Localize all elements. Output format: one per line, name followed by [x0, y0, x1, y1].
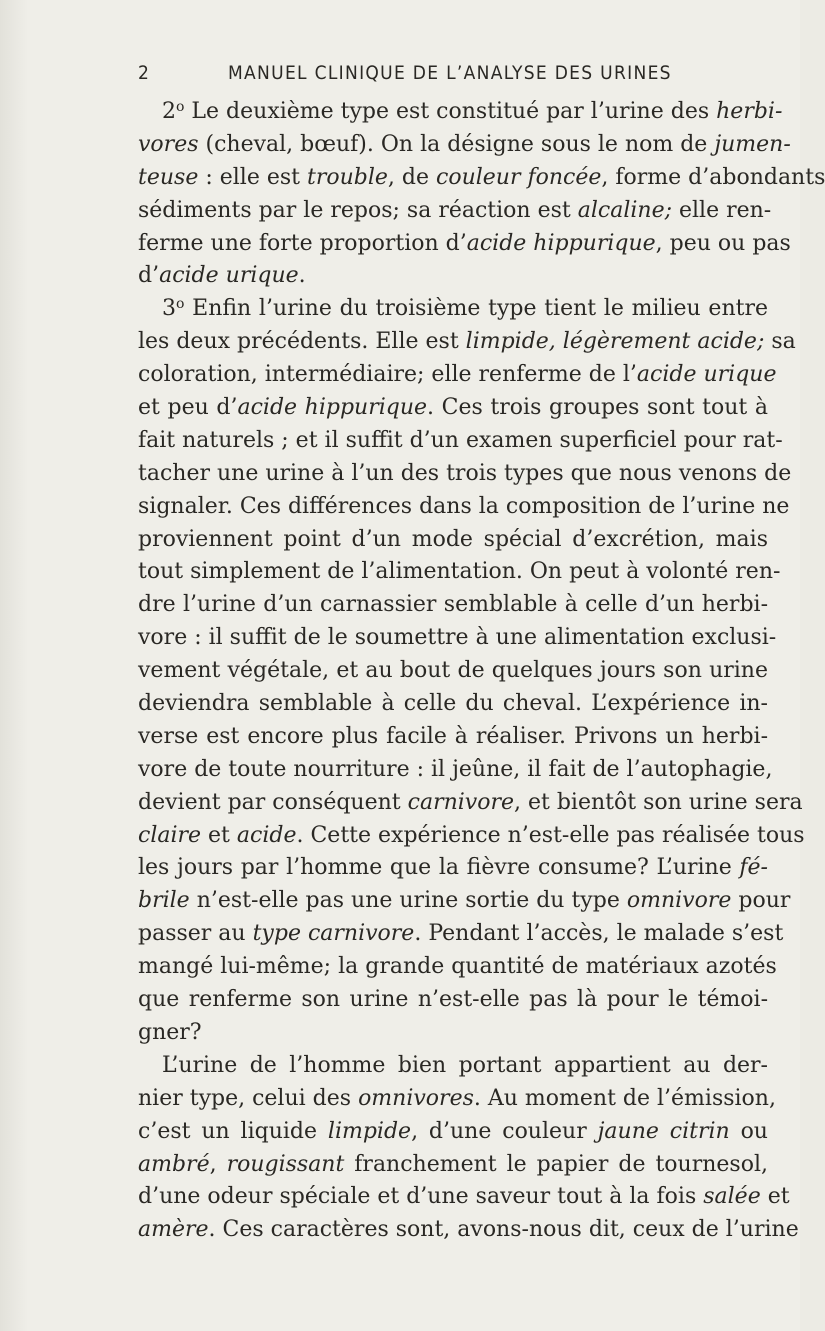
text-line: amère. Ces caractères sont, avons-nous dit, ceux de l’urine [138, 1217, 799, 1243]
italic-text: fé- [739, 855, 768, 881]
italic-text: omnivores [358, 1085, 474, 1111]
italic-text: trouble [307, 164, 388, 190]
text-line: vore de toute nourriture : il jeûne, il fait de l’autophagie, [138, 756, 773, 782]
text-line: les jours par l’homme que la fièvre consume? L’urine fé- [138, 855, 768, 881]
text-line: c’est un liquide limpide, d’une couleur jaune citrin ou [138, 1118, 768, 1144]
italic-text: acide urique [159, 263, 299, 289]
text-line: d’acide urique. [138, 263, 306, 289]
italic-text: acide hippurique [237, 395, 428, 421]
text-line: devient par conséquent carnivore, et bientôt son urine sera [138, 789, 803, 815]
text-line: passer au type carnivore. Pendant l’accès, le malade s’est [138, 921, 784, 947]
page-number: 2 [138, 62, 151, 84]
text-line: signaler. Ces différences dans la composition de l’urine ne [138, 493, 790, 519]
text-line: teuse : elle est trouble, de couleur foncée, forme d’abondants [138, 164, 825, 190]
body-text [138, 96, 825, 1247]
page-gutter [0, 0, 28, 1331]
italic-text: rougissant [226, 1151, 345, 1177]
italic-text: omnivore [626, 888, 732, 914]
text-line: verse est encore plus facile à réaliser. Privons un herbi- [138, 723, 768, 749]
text-line: ambré, rougissant franchement le papier de tournesol, [138, 1151, 768, 1177]
text-line: que renferme son urine n’est-elle pas là pour le témoi- [138, 987, 768, 1013]
italic-text: alcaline; [577, 197, 672, 223]
text-line: brile n’est-elle pas une urine sortie du type omnivore pour [138, 888, 791, 914]
italic-text: type carnivore [252, 921, 415, 947]
italic-text: herbi- [716, 99, 783, 124]
text-line: nier type, celui des omnivores. Au moment de l’émission, [138, 1085, 776, 1111]
italic-text: carnivore [407, 789, 514, 815]
text-line: sédiments par le repos; sa réaction est alcaline; elle ren- [138, 197, 772, 223]
italic-text: acide [236, 822, 297, 848]
text-line: fait naturels ; et il suffit d’un examen superficiel pour rat- [138, 427, 783, 453]
italic-text: claire [138, 822, 202, 848]
italic-text: amère [138, 1217, 209, 1243]
text-line: vores (cheval, bœuf). On la désigne sous le nom de jumen- [138, 131, 791, 157]
text-line: coloration, intermédiaire; elle renferme de l’acide urique [138, 362, 777, 388]
superscript: o [176, 296, 185, 313]
superscript: o [176, 99, 185, 115]
italic-text: jaune citrin [597, 1118, 730, 1144]
italic-text: limpide, légèrement acide; [465, 329, 765, 355]
italic-text: ambré [138, 1151, 210, 1177]
text-line: tout simplement de l’alimentation. On peut à volonté ren- [138, 559, 781, 585]
italic-text: brile [138, 888, 190, 914]
italic-text: limpide [327, 1118, 412, 1144]
text-line: 3$^o$ Enfin l’urine du troisième type tient le milieu entre [162, 296, 768, 322]
text-line: dre l’urine d’un carnassier semblable à celle d’un herbi- [138, 592, 768, 618]
text-line: d’une odeur spéciale et d’une saveur tout à la fois salée et [138, 1184, 790, 1210]
running-title: MANUEL CLINIQUE DE L’ANALYSE DES URINES [228, 62, 672, 84]
text-line: ferme une forte proportion d’acide hippurique, peu ou pas [138, 230, 791, 256]
text-line: vore : il suffit de le soumettre à une alimentation exclusi- [138, 625, 777, 651]
text-line: les deux précédents. Elle est limpide, légèrement acide; sa [138, 329, 796, 355]
italic-text: vores [138, 131, 199, 157]
text-line: claire et acide. Cette expérience n’est-elle pas réalisée tous [138, 822, 805, 848]
text-line: tacher une urine à l’un des trois types que nous venons de [138, 460, 792, 486]
text-line: proviennent point d’un mode spécial d’excrétion, mais [138, 526, 768, 552]
text-line: deviendra semblable à celle du cheval. L’expérience in- [138, 691, 768, 717]
text-line: et peu d’acide hippurique. Ces trois groupes sont tout à [138, 395, 769, 421]
text-line: vement végétale, et au bout de quelques jours son urine [138, 658, 768, 684]
text-line: gner? [138, 1019, 202, 1045]
italic-text: acide urique [636, 362, 777, 388]
italic-text: jumen- [714, 131, 791, 157]
text-line: 2$^o$ Le deuxième type est constitué par l’urine des herbi- [162, 99, 783, 124]
running-head [138, 62, 758, 92]
italic-text: acide hippurique [466, 230, 656, 256]
text-line: L’urine de l’homme bien portant appartient au der- [162, 1052, 768, 1078]
text-line: mangé lui-même; la grande quantité de matériaux azotés [138, 954, 777, 980]
italic-text: couleur foncée [436, 164, 602, 190]
italic-text: teuse [138, 164, 199, 190]
italic-text: salée [703, 1184, 761, 1210]
